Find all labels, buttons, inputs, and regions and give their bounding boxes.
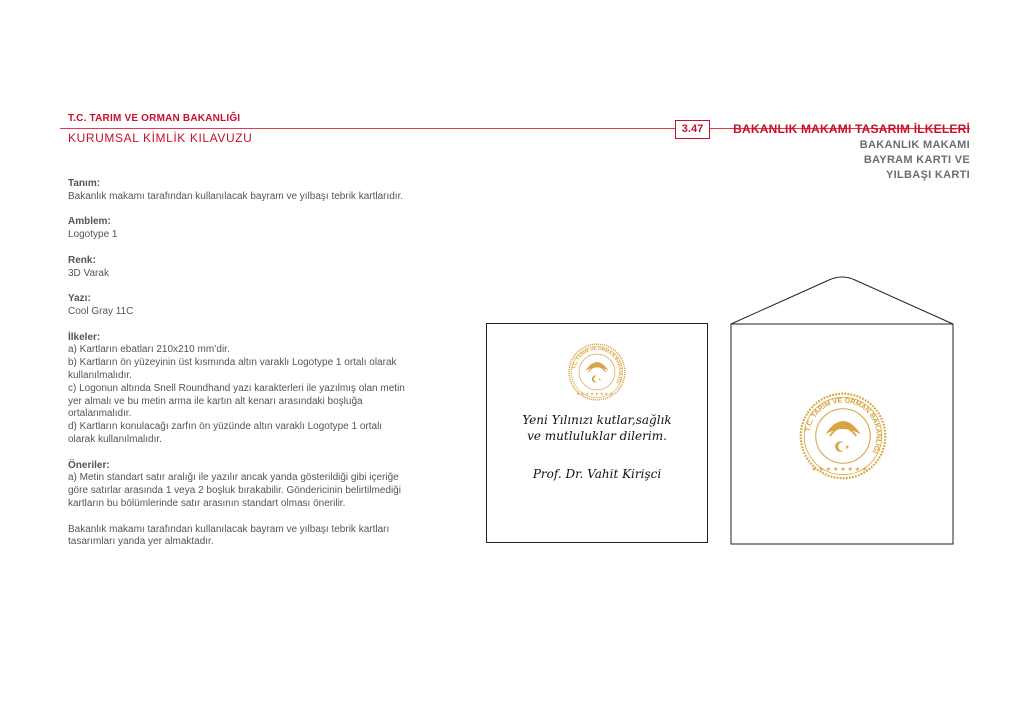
ilkeler-label: İlkeler: — [68, 331, 101, 343]
section-number: 3.47 — [675, 120, 710, 139]
section-subtitle — [860, 138, 970, 183]
guide-title: KURUMSAL KİMLİK KILAVUZU — [68, 131, 253, 145]
card-message-line: ve mutluluklar dilerim. — [527, 429, 667, 443]
ilkeler-item: a) Kartların ebatları 210x210 mm’dir. — [68, 344, 230, 356]
svg-text:★: ★ — [598, 377, 602, 382]
card-message — [487, 412, 707, 444]
tanim-section — [68, 178, 408, 204]
yazi-section — [68, 293, 408, 319]
oneriler-text: a) Metin standart satır aralığı ile yazılır ancak yanda gösterildiği gibi içeriğe göre satırlar arasında 1 veya 2 boşluk bırakabilir. Göndericinin belirtilmediği kartların bu bölümlerinde satır arasının standart olması önerilir. — [68, 472, 401, 509]
tanim-text: Bakanlık makamı tarafından kullanılacak bayram ve yılbaşı tebrik kartlarıdır. — [68, 190, 404, 202]
ministry-emblem-icon — [568, 343, 626, 401]
subtitle-line: YILBAŞI KARTI — [886, 169, 970, 181]
renk-label: Renk: — [68, 254, 96, 266]
amblem-section — [68, 216, 408, 242]
svg-text:★ ★ ★ ★ ★ ★ ★ ★: ★ ★ ★ ★ ★ ★ ★ ★ — [576, 391, 614, 397]
renk-section — [68, 255, 408, 281]
amblem-text: Logotype 1 — [68, 229, 118, 241]
greeting-card — [486, 323, 708, 543]
svg-text:★: ★ — [844, 445, 850, 452]
ilkeler-item: b) Kartların ön yüzeyinin üst kısmında altın varaklı Logotype 1 ortalı olarak kullanılmalıdır. — [68, 357, 397, 381]
closing-paragraph — [68, 524, 408, 550]
envelope-emblem-icon — [799, 392, 887, 480]
emblem-ring-text: T.C. TARIM VE ORMAN BAKANLIĞI — [804, 397, 882, 455]
organization-label: T.C. TARIM VE ORMAN BAKANLIĞI — [68, 113, 241, 124]
ilkeler-item: c) Logonun altında Snell Roundhand yazı karakterleri ile yazılmış olan metin yer almalı ve bu metin arma ile kartın alt kenarı arasındaki boşluğa ortalanmalıdır. — [68, 382, 405, 420]
envelope — [729, 274, 955, 546]
description-text — [68, 178, 408, 562]
tanim-label: Tanım: — [68, 178, 101, 189]
svg-text:★ ★ ★ ★ ★ ★ ★ ★: ★ ★ ★ ★ ★ ★ ★ ★ — [811, 466, 868, 474]
closing-text: Bakanlık makamı tarafından kullanılacak bayram ve yılbaşı tebrik kartları tasarımları yanda yer almaktadır. — [68, 523, 390, 548]
section-title: BAKANLIK MAKAMI TASARIM İLKELERİ — [733, 122, 970, 136]
emblem-ring-text: T.C. TARIM VE ORMAN BAKANLIĞI — [571, 345, 624, 385]
yazi-label: Yazı: — [68, 293, 91, 305]
card-message-line: Yeni Yılınızı kutlar,sağlık — [522, 413, 672, 427]
renk-text: 3D Varak — [68, 267, 109, 279]
subtitle-line: BAKANLIK MAKAMI — [859, 139, 970, 151]
subtitle-line: BAYRAM KARTI VE — [863, 154, 970, 166]
oneriler-section — [68, 460, 408, 511]
card-signature: Prof. Dr. Vahit Kirişci — [532, 467, 662, 481]
ilkeler-item: d) Kartların konulacağı zarfın ön yüzünde altın varaklı Logotype 1 ortalı olarak kullanılmalıdır. — [68, 421, 383, 445]
amblem-label: Amblem: — [68, 216, 111, 228]
yazi-text: Cool Gray 11C — [68, 305, 134, 317]
organization-name — [68, 113, 240, 124]
ilkeler-section — [68, 332, 408, 447]
oneriler-label: Öneriler: — [68, 459, 110, 471]
